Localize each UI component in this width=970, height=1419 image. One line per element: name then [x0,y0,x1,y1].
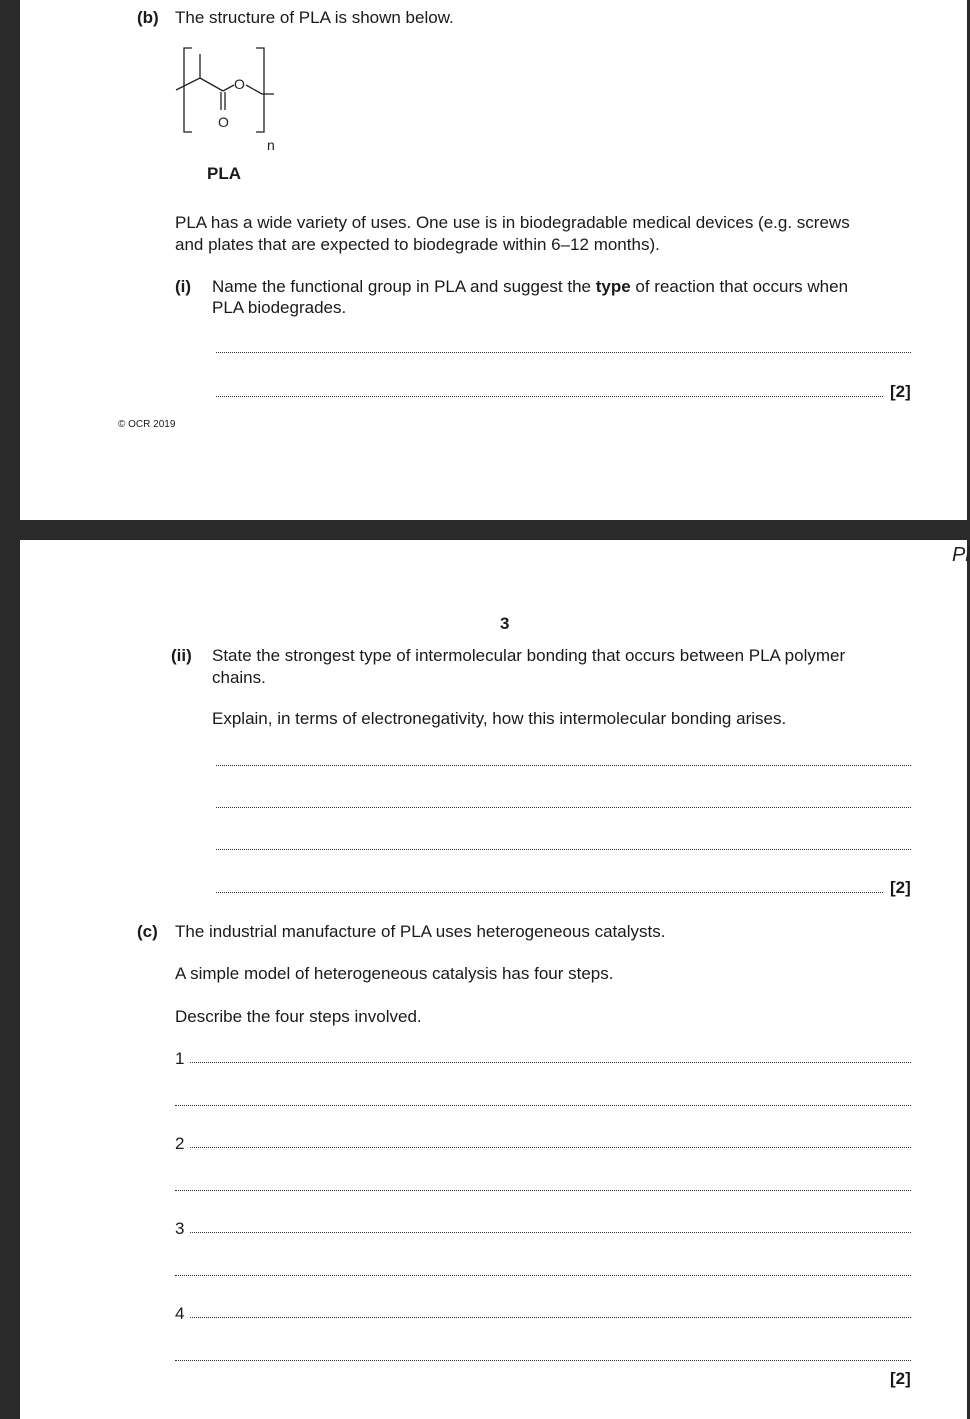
right-bracket [256,48,264,132]
answer-line[interactable] [216,352,911,353]
question-ii-line-1: State the strongest type of intermolecular bonding that occurs between PLA polymer [212,646,846,665]
answer-line[interactable] [190,1317,911,1318]
answer-line[interactable] [175,1190,911,1191]
marks-label: [2] [890,878,911,897]
answer-line[interactable] [175,1275,911,1276]
part-b-label: (b) [137,8,159,27]
answer-line[interactable] [216,892,883,893]
question-i-line-1: Name the functional group in PLA and suggest the type of reaction that occurs when [212,277,849,296]
describe-text: Describe the four steps involved. [175,1007,422,1026]
carbonyl-oxygen-label: O [218,114,229,130]
marks-label: [2] [890,1369,911,1388]
question-ii-label: (ii) [171,646,192,665]
pla-structure-diagram [170,40,290,160]
marks-label: [2] [890,382,911,401]
repeat-unit-label: n [267,137,275,153]
step-number: 3 [175,1219,185,1238]
step-number: 1 [175,1049,185,1068]
answer-line[interactable] [190,1147,911,1148]
exam-page-lower [20,540,970,1419]
answer-line[interactable] [175,1105,911,1106]
answer-line[interactable] [216,396,883,397]
ring-oxygen-label: O [234,76,245,92]
step-number: 2 [175,1134,185,1153]
question-ii-line-2: chains. [212,668,266,687]
exam-page-upper [20,0,967,520]
answer-line[interactable] [216,849,911,850]
step-number: 4 [175,1304,185,1323]
answer-line[interactable] [175,1360,911,1361]
part-b-text: The structure of PLA is shown below. [175,8,454,27]
page-number: 3 [500,614,510,633]
question-i-label: (i) [175,277,192,296]
cut-off-side-text: Pl [952,544,970,566]
part-c-text: The industrial manufacture of PLA uses heterogeneous catalysts. [175,922,666,941]
copyright-text: © OCR 2019 [118,419,176,430]
question-ii-explain: Explain, in terms of electronegativity, how this intermolecular bonding arises. [212,709,787,728]
part-c-label: (c) [137,922,158,941]
structure-caption: PLA [207,164,241,183]
left-bracket [184,48,192,132]
answer-line[interactable] [190,1062,911,1063]
uses-line-2: and plates that are expected to biodegrade within 6–12 months). [175,235,660,254]
model-text: A simple model of heterogeneous catalysis has four steps. [175,964,614,983]
answer-line[interactable] [190,1232,911,1233]
answer-line[interactable] [216,765,911,766]
uses-line-1: PLA has a wide variety of uses. One use is in biodegradable medical devices (e.g. screws [175,213,850,232]
answer-line[interactable] [216,807,911,808]
question-i-line-2: PLA biodegrades. [212,298,347,317]
